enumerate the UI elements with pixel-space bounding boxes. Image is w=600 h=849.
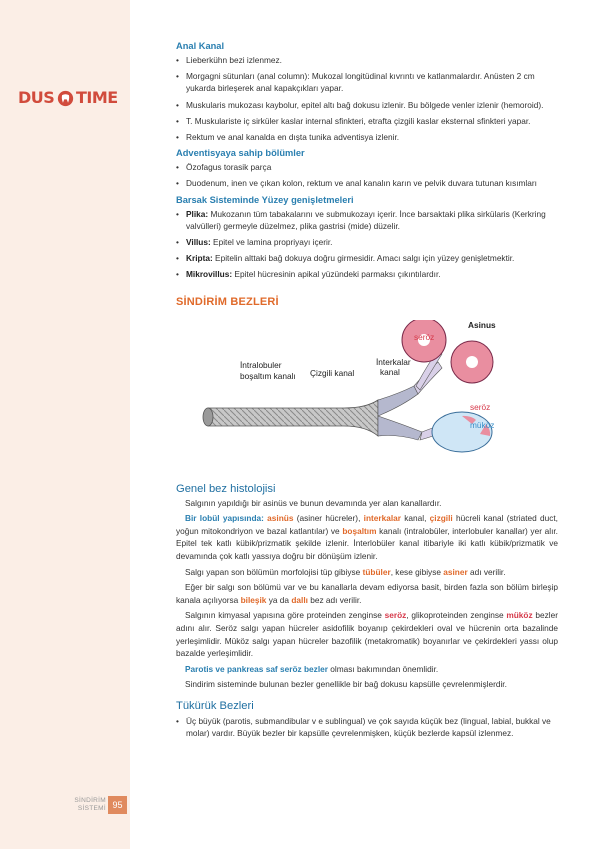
genel-paragraph-2: Bir lobül yapısında: asinüs (asiner hücreler), interkalar kanal, çizgili hücreli kanal (striated duct, yoğun mitokondriyon ve bazal katlantılar) ve boşaltım kanalı (intralobüler, interlobuler kanallar) yer alır. Epitel tek katlı kübik/prizmatik şekilde izlenir. İnterlobüler kanal itibariyle iki katlı kübik/prizmatik ve devamında çok katlı yassıya doğru bir dönüşüm izlenir. — [176, 513, 558, 562]
list-item — [176, 268, 558, 280]
main-content — [176, 40, 558, 743]
adventisya-heading: Adventisyaya sahip bölümler — [176, 148, 305, 159]
barsak-list — [176, 208, 558, 281]
definition: Epitel hücresinin apikal yüzündeki parmaksı çıkıntılardır. — [232, 269, 441, 280]
footer-line-1: SİNDİRİM — [74, 797, 106, 804]
definition: Epitel ve lamina propriyayı içerir. — [210, 237, 333, 248]
label-kanal: kanal — [380, 366, 400, 377]
list-item — [176, 208, 558, 232]
logo-word-left: DUS — [18, 88, 55, 107]
gland-illustration — [176, 320, 558, 470]
genel-paragraph-6: Parotis ve pankreas saf seröz bezler olması bakımından önemlidir. — [185, 663, 439, 674]
anal-kanal-heading: Anal Kanal — [176, 41, 225, 51]
list-item — [176, 236, 558, 248]
list-item: • Duodenum, inen ve çıkan kolon, rektum ve anal kanalın karın ve pelvik duvara tutunan kısımları — [176, 177, 558, 189]
page-number: 95 — [108, 796, 127, 814]
tukuruk-heading: Tükürük Bezleri — [176, 699, 254, 712]
genel-paragraph-1: Salgının yapıldığı bir asinüs ve bunun devamında yer alan kanallardır. — [185, 497, 442, 508]
list-item: • Özofagus torasik parça — [176, 161, 558, 173]
definition: Mukozanın tüm tabakalarını ve submukozayı içerir. İnce barsaktaki plika sirkülaris (Kerkring valvülleri) germeyle düzelmez, plika gastrisi (mide) düzelir. — [186, 208, 546, 231]
genel-paragraph-5: Salgının kimyasal yapısına göre proteinden zenginse seröz, glikoproteinden zenginse müköz bezler adını alır. Seröz salgı yapan hücreler asidofilik boyanıp çekirdekleri oval ve hücrenin orta bazalinde yerleşimlidir. Müköz salgı yapan hücreler bazofilik (metakromatik) boyanırlar ve çekirdekleri yassı olup bazalde yerleşimlidir. — [176, 610, 558, 659]
list-item: • Muskularis mukozası kaybolur, epitel altı bağ dokusu izlenir. Bu bölgede venler izlenir (hemoroid). — [176, 99, 558, 111]
term: Villus: — [186, 237, 211, 248]
label-cizgili-kanal: Çizgili kanal — [310, 367, 355, 378]
label-intralobuler-line2: boşaltım kanalı — [240, 370, 296, 381]
list-item: • T. Muskulariste iç sirküler kaslar internal sfinkteri, etrafta çizgili kaslar eksternal sfinkteri yapar. — [176, 115, 558, 127]
label-mukoz: müköz — [470, 419, 495, 430]
tukuruk-list — [176, 715, 558, 739]
label-asinus: Asinus — [468, 319, 496, 330]
term: Kripta: — [186, 253, 213, 264]
footer-line-2: SİSTEMİ — [77, 805, 106, 812]
tooth-icon — [57, 90, 74, 107]
label-interkalar: İnterkalar — [376, 356, 411, 367]
list-item: • Rektum ve anal kanalda en dışta tunika adventisya izlenir. — [176, 131, 558, 143]
label-intralobuler-line1: İntralobuler — [240, 359, 282, 370]
term: Mikrovillus: — [186, 269, 233, 280]
anal-kanal-list — [176, 54, 558, 143]
chapter-footer-label — [66, 797, 106, 813]
genel-paragraph-4: Eğer bir salgı son bölümü var ve bu kanallarla devam ediyorsa basit, birden fazla son bölüm birleşip kanala açılıyorsa bileşik ya da dallı bez adı verilir. — [176, 582, 558, 605]
adventisya-list — [176, 161, 558, 189]
barsak-heading: Barsak Sisteminde Yüzey genişletmeleri — [176, 194, 354, 205]
genel-heading: Genel bez histolojisi — [176, 482, 276, 495]
genel-paragraph-3: Salgı yapan son bölümün morfolojisi tüp gibiyse tübüler, kese gibiyse asiner adı verilir. — [185, 566, 506, 577]
gland-duct-diagram — [176, 320, 558, 470]
list-item: • Üç büyük (parotis, submandibular v e sublingual) ve çok sayıda küçük bez (lingual, labial, bukkal ve molar) vardır. Büyük bezler bir kapsülle çevrelenmişken, küçük bezlerde kapsül izlenmez. — [176, 715, 558, 739]
list-item: • Lieberkühn bezi izlenmez. — [176, 54, 558, 66]
list-item — [176, 252, 558, 264]
label-seroz-bottom: seröz — [470, 401, 491, 412]
definition: Epitelin alttaki bağ dokuya doğru girmesidir. Amacı salgı için yüzey genişletmektir. — [212, 253, 515, 264]
serous-acinus-right — [451, 341, 493, 383]
logo-word-right: TIME — [76, 88, 118, 107]
sindirim-bezleri-title: SİNDİRİM BEZLERİ — [176, 295, 279, 308]
label-seroz-top: seröz — [414, 331, 435, 342]
publisher-logo — [18, 88, 118, 118]
mucous-acinus — [432, 412, 495, 452]
list-item: • Morgagni sütunları (anal column): Mukozal longitüdinal kıvrıntı ve katlanmalardır. Anüsten 2 cm yukarda birleşerek anal kapakçıkları yapar. — [176, 70, 558, 94]
term: Plika: — [186, 208, 209, 219]
genel-paragraph-7: Sindirim sisteminde bulunan bezler genellikle bir bağ dokusu kapsülle çevrelenmişlerdir. — [185, 679, 507, 690]
sidebar — [0, 0, 130, 849]
